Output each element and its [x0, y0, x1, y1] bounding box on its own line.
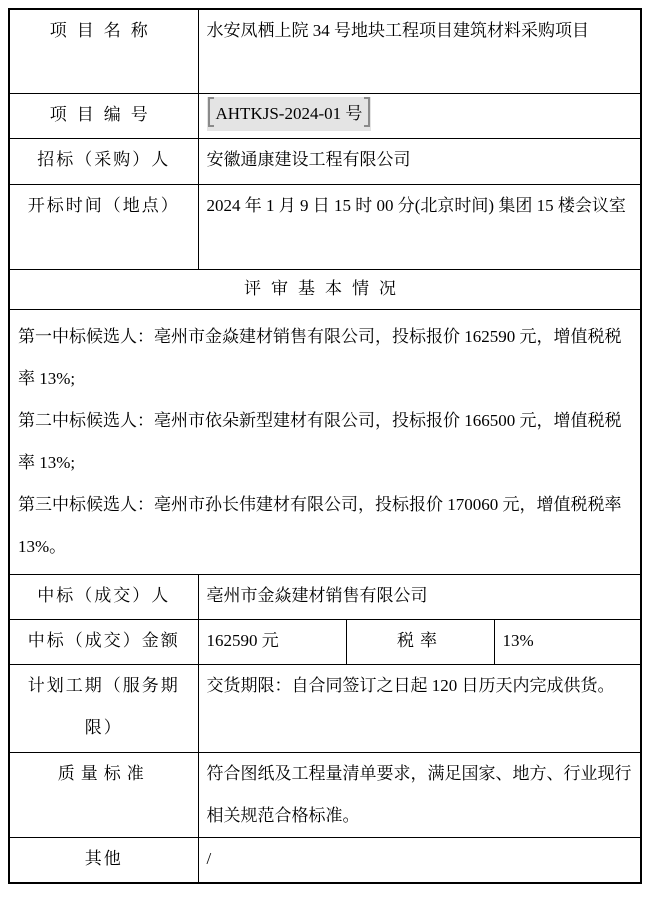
winner-row — [9, 574, 641, 619]
winner-value: 亳州市金焱建材销售有限公司 — [198, 574, 641, 619]
field-bracket-right-icon — [362, 97, 370, 127]
project-number-value: AHTKJS-2024-01 号 — [215, 104, 363, 124]
project-number-field[interactable] — [207, 97, 372, 131]
other-value: / — [198, 837, 641, 883]
tax-rate-label: 税率 — [346, 619, 494, 664]
third-candidate-text: 第三中标候选人：亳州市孙长伟建材有限公司，投标报价 170060 元，增值税税率 13%。 — [18, 494, 622, 556]
winner-label: 中标（成交）人 — [9, 574, 198, 619]
project-number-row — [9, 93, 641, 138]
bid-result-table — [8, 8, 642, 884]
amount-label: 中标（成交）金额 — [9, 619, 198, 664]
quality-row — [9, 752, 641, 837]
quality-value: 符合图纸及工程量清单要求，满足国家、地方、行业现行相关规范合格标准。 — [198, 752, 641, 837]
bid-opening-row — [9, 184, 641, 269]
project-number-cell — [198, 93, 641, 138]
project-name-row — [9, 9, 641, 93]
tax-rate-value: 13% — [494, 619, 641, 664]
bid-opening-value: 2024 年 1 月 9 日 15 时 00 分(北京时间) 集团 15 楼会议室 — [198, 184, 641, 269]
candidates-cell — [9, 309, 641, 574]
first-candidate-text: 第一中标候选人：亳州市金焱建材销售有限公司，投标报价 162590 元，增值税税率 13%; — [18, 326, 622, 388]
purchaser-row — [9, 138, 641, 184]
purchaser-value: 安徽通康建设工程有限公司 — [198, 138, 641, 184]
review-section-row — [9, 269, 641, 309]
other-row — [9, 837, 641, 883]
amount-row — [9, 619, 641, 664]
project-number-label: 项目编号 — [9, 93, 198, 138]
review-section-header: 评审基本情况 — [9, 269, 641, 309]
project-name-value: 水安凤栖上院 34 号地块工程项目建筑材料采购项目 — [198, 9, 641, 93]
field-bracket-left-icon — [208, 97, 216, 127]
schedule-value: 交货期限：自合同签订之日起 120 日历天内完成供货。 — [198, 664, 641, 752]
purchaser-label: 招标（采购）人 — [9, 138, 198, 184]
second-candidate-text: 第二中标候选人：亳州市依朵新型建材有限公司，投标报价 166500 元，增值税税率 13%; — [18, 410, 622, 472]
other-label: 其他 — [9, 837, 198, 883]
schedule-row — [9, 664, 641, 752]
bid-opening-label: 开标时间（地点） — [9, 184, 198, 269]
amount-value: 162590 元 — [198, 619, 346, 664]
schedule-label: 计划工期（服务期限） — [9, 664, 198, 752]
candidates-row — [9, 309, 641, 574]
project-name-label: 项目名称 — [9, 9, 198, 93]
quality-label: 质量标准 — [9, 752, 198, 837]
